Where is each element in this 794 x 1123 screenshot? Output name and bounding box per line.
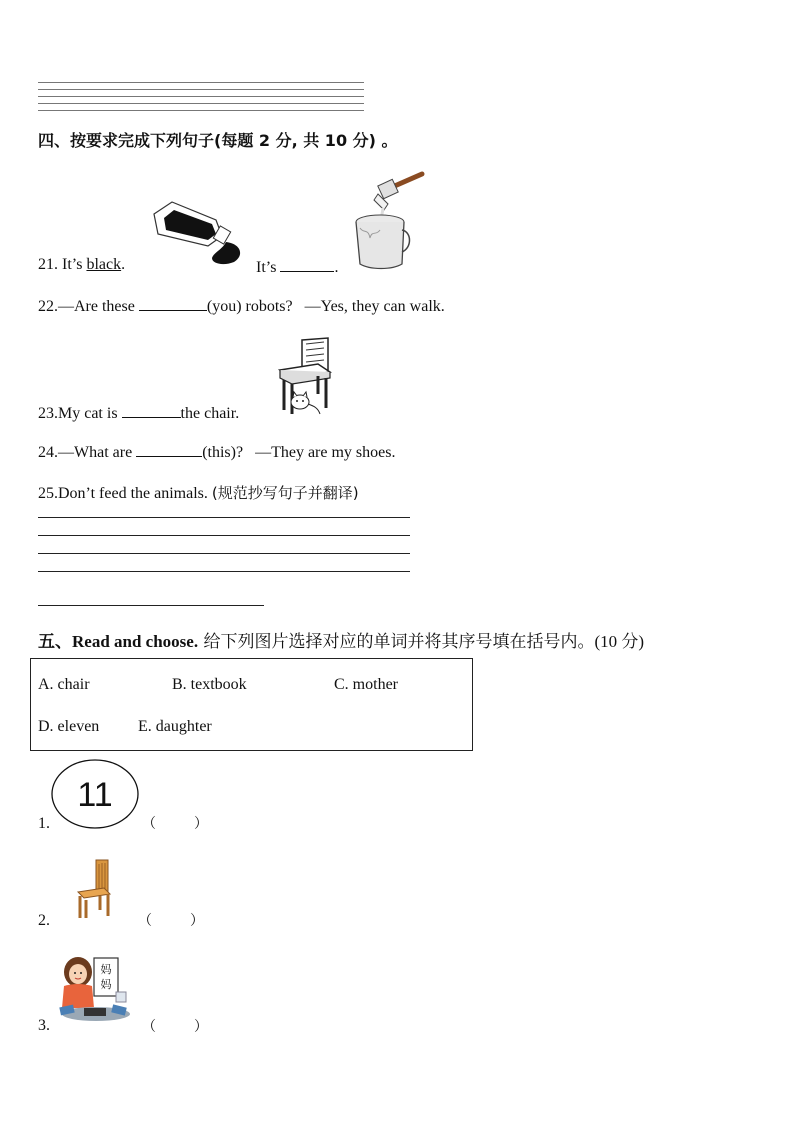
section-5-heading bbox=[38, 627, 644, 652]
question-21-answer bbox=[256, 256, 338, 277]
option-d: D. eleven bbox=[38, 718, 100, 735]
question-instruction: (规范抄写句子并翻译) bbox=[211, 484, 359, 502]
black-paint-tube-icon bbox=[150, 198, 245, 268]
question-text: the chair. bbox=[180, 405, 240, 422]
section-5-number: 五、 bbox=[38, 632, 72, 652]
question-21 bbox=[38, 256, 125, 274]
option-b: B. textbook bbox=[172, 676, 247, 693]
eleven-label: 11 bbox=[77, 776, 113, 814]
question-text: 23.My cat is bbox=[38, 405, 122, 422]
answer-line[interactable] bbox=[38, 82, 364, 83]
answer-blank[interactable] bbox=[136, 441, 202, 457]
question-23 bbox=[38, 402, 239, 423]
question-text: . bbox=[121, 256, 126, 273]
section-5-title: Read and choose. bbox=[72, 632, 199, 651]
translation-line[interactable] bbox=[38, 605, 264, 606]
question-24 bbox=[38, 441, 395, 462]
section-5-points: (10 分) bbox=[594, 632, 645, 651]
item-1-number: 1. bbox=[38, 815, 50, 832]
underlined-word: black bbox=[86, 256, 122, 273]
answer-blank[interactable] bbox=[139, 295, 207, 311]
question-text: —Yes, they can walk. bbox=[304, 298, 445, 315]
item-3-number: 3. bbox=[38, 1017, 50, 1034]
question-text: 22.—Are these bbox=[38, 298, 139, 315]
answer-line[interactable] bbox=[38, 96, 364, 97]
question-text: —They are my shoes. bbox=[255, 444, 396, 461]
question-text: (this)? bbox=[202, 444, 244, 461]
writing-line[interactable] bbox=[38, 553, 410, 554]
option-a: A. chair bbox=[38, 676, 90, 693]
paren-open: （ bbox=[142, 1019, 156, 1035]
paren-open: （ bbox=[138, 913, 152, 929]
option-e: E. daughter bbox=[138, 718, 212, 735]
question-text: 25.Don’t feed the animals. bbox=[38, 485, 212, 502]
sign-char-2: 妈 bbox=[100, 978, 112, 991]
word-options-box bbox=[30, 658, 473, 751]
question-22 bbox=[38, 295, 445, 316]
option-c: C. mother bbox=[334, 676, 398, 693]
writing-line[interactable] bbox=[38, 535, 410, 536]
paren-open: （ bbox=[142, 816, 156, 832]
answer-blank[interactable] bbox=[280, 256, 334, 272]
item-2-number: 2. bbox=[38, 912, 50, 929]
writing-line[interactable] bbox=[38, 571, 410, 572]
paren-close: ） bbox=[194, 816, 208, 832]
paren-close: ） bbox=[190, 913, 204, 929]
section-5-instruction: 给下列图片选择对应的单词并将其序号填在括号内。 bbox=[198, 632, 595, 652]
question-text: It’s bbox=[256, 259, 281, 276]
section-4-heading-text: 四、按要求完成下列句子(每题 2 分, 共 10 分) 。 bbox=[38, 131, 398, 150]
question-25 bbox=[38, 482, 359, 503]
answer-line[interactable] bbox=[38, 110, 364, 111]
question-text: (you) robots? bbox=[206, 298, 293, 315]
answer-line[interactable] bbox=[38, 103, 364, 104]
section-4-heading bbox=[38, 128, 398, 151]
question-text: 24.—What are bbox=[38, 444, 137, 461]
wooden-chair-icon bbox=[74, 858, 114, 920]
writing-line[interactable] bbox=[38, 517, 410, 518]
answer-line[interactable] bbox=[38, 89, 364, 90]
question-text: It’s bbox=[58, 256, 87, 273]
item-2-answer-paren[interactable] bbox=[138, 910, 204, 930]
item-1-answer-paren[interactable] bbox=[142, 813, 208, 833]
paren-close: ） bbox=[194, 1019, 208, 1035]
question-text: . bbox=[334, 259, 339, 276]
answer-blank[interactable] bbox=[122, 402, 181, 418]
question-number: 21. bbox=[38, 256, 58, 273]
cat-under-chair-icon bbox=[278, 336, 334, 416]
mother-figure-icon bbox=[56, 952, 136, 1024]
sign-char-1: 妈 bbox=[100, 963, 112, 976]
white-paint-bucket-icon bbox=[350, 168, 435, 270]
item-3-answer-paren[interactable] bbox=[142, 1016, 208, 1036]
number-eleven-circle-icon bbox=[50, 758, 140, 830]
